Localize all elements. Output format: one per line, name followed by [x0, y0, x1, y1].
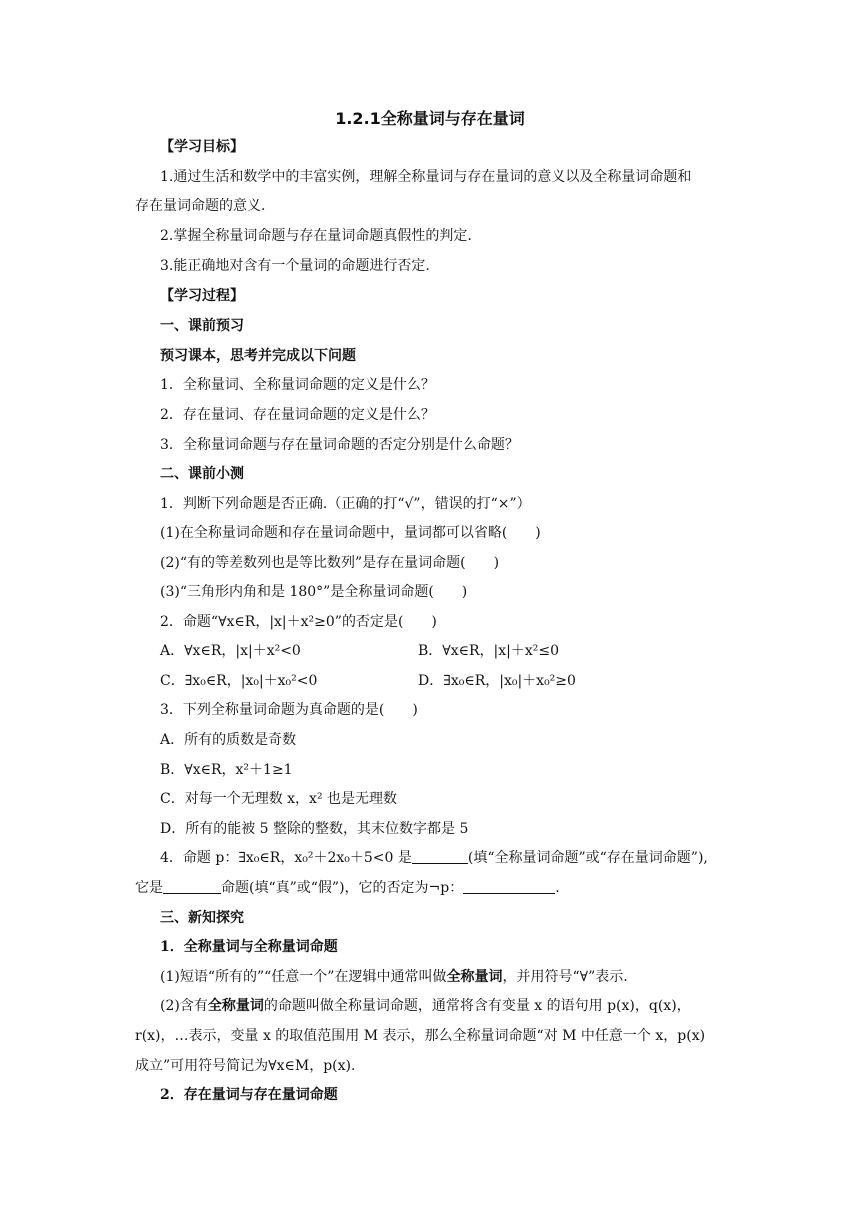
test-4-text-b: (填“全称量词命题”或“存在量词命题”), — [467, 850, 708, 866]
test-3: 3．下列全称量词命题为真命题的是( ) — [160, 702, 418, 718]
test-1: 1．判断下列命题是否正确.（正确的打“√”，错误的打“×”） — [160, 496, 531, 512]
knowledge-2-heading: 2．存在量词与存在量词命题 — [160, 1087, 338, 1103]
answer-blank-1[interactable] — [412, 849, 468, 864]
section-3-heading: 三、新知探究 — [160, 910, 244, 926]
answer-blank-2[interactable] — [163, 879, 221, 894]
k1-p2-bold-term: 全称量词 — [207, 998, 264, 1014]
test-4-line1 — [160, 848, 708, 868]
preview-question-1: 1．全称量词、全称量词命题的定义是什么？ — [160, 377, 435, 393]
page-title: 1.2.1全称量词与存在量词 — [335, 109, 525, 128]
test-3-option-a: A．所有的质数是奇数 — [160, 732, 297, 748]
k1-p1-text-a: (1)短语“所有的”“任意一个”在逻辑中通常叫做 — [160, 969, 447, 985]
test-3-option-d: D．所有的能被 5 整除的整数，其末位数字都是 5 — [160, 821, 469, 837]
knowledge-1-heading: 1．全称量词与全称量词命题 — [160, 939, 338, 955]
preview-question-3: 3．全称量词命题与存在量词命题的否定分别是什么命题？ — [160, 437, 519, 453]
test-1-b: (2)“有的等差数列也是等比数列”是存在量词命题( ) — [160, 555, 500, 571]
objectives-heading: 【学习目标】 — [160, 139, 244, 155]
k1-p1-bold-term: 全称量词 — [446, 969, 503, 985]
objective-1-line1: 1.通过生活和数学中的丰富实例，理解全称量词与存在量词的意义以及全称量词命题和 — [160, 169, 692, 185]
section-2-heading: 二、课前小测 — [160, 466, 244, 482]
test-2-option-b: B．∀x∈R，|x|＋x²≤0 — [418, 643, 560, 659]
objective-3: 3.能正确地对含有一个量词的命题进行否定. — [160, 258, 430, 274]
knowledge-1-paragraph-2-line3: 成立”可用符号简记为∀x∈M，p(x). — [135, 1058, 356, 1074]
test-2-option-d: D．∃x₀∈R，|x₀|＋x₀²≥0 — [418, 673, 576, 689]
k1-p1-text-b: ，并用符号“∀”表示. — [502, 969, 628, 985]
objective-1-line2: 存在量词命题的意义. — [135, 198, 266, 214]
test-3-option-b: B．∀x∈R，x²＋1≥1 — [160, 762, 293, 778]
test-4-line2 — [135, 878, 560, 898]
test-2: 2．命题“∀x∈R，|x|＋x²≥0”的否定是( ) — [160, 614, 437, 630]
knowledge-1-paragraph-1 — [160, 967, 628, 987]
k1-p2-text-a: (2)含有 — [160, 998, 208, 1014]
process-heading: 【学习过程】 — [160, 288, 244, 304]
preview-intro: 预习课本，思考并完成以下问题 — [160, 348, 356, 364]
objective-2: 2.掌握全称量词命题与存在量词命题真假性的判定. — [160, 228, 472, 244]
knowledge-1-paragraph-2-line2: r(x)，…表示，变量 x 的取值范围用 M 表示，那么全称量词命题“对 M 中任意一个 x，p(x) — [135, 1028, 706, 1044]
test-4-text-c: 它是 — [135, 880, 163, 896]
test-2-option-c: C．∃x₀∈R，|x₀|＋x₀²<0 — [160, 673, 318, 689]
answer-blank-3[interactable] — [463, 879, 555, 894]
test-1-a: (1)在全称量词命题和存在量词命题中，量词都可以省略( ) — [160, 525, 541, 541]
test-1-c: (3)“三角形内角和是 180°”是全称量词命题( ) — [160, 584, 468, 600]
knowledge-1-paragraph-2-line1 — [160, 996, 691, 1016]
section-1-heading: 一、课前预习 — [160, 318, 244, 334]
k1-p2-text-b: 的命题叫做全称量词命题，通常将含有变量 x 的语句用 p(x)，q(x)， — [263, 998, 691, 1014]
preview-question-2: 2．存在量词、存在量词命题的定义是什么？ — [160, 407, 435, 423]
test-4-text-a: 4．命题 p：∃x₀∈R，x₀²＋2x₀＋5<0 是 — [160, 850, 412, 866]
test-4-text-e: . — [555, 880, 560, 896]
test-4-text-d: 命题(填“真”或“假”)，它的否定为¬p： — [221, 880, 464, 896]
test-2-option-a: A．∀x∈R，|x|＋x²<0 — [160, 643, 301, 659]
test-3-option-c: C．对每一个无理数 x，x² 也是无理数 — [160, 791, 398, 807]
